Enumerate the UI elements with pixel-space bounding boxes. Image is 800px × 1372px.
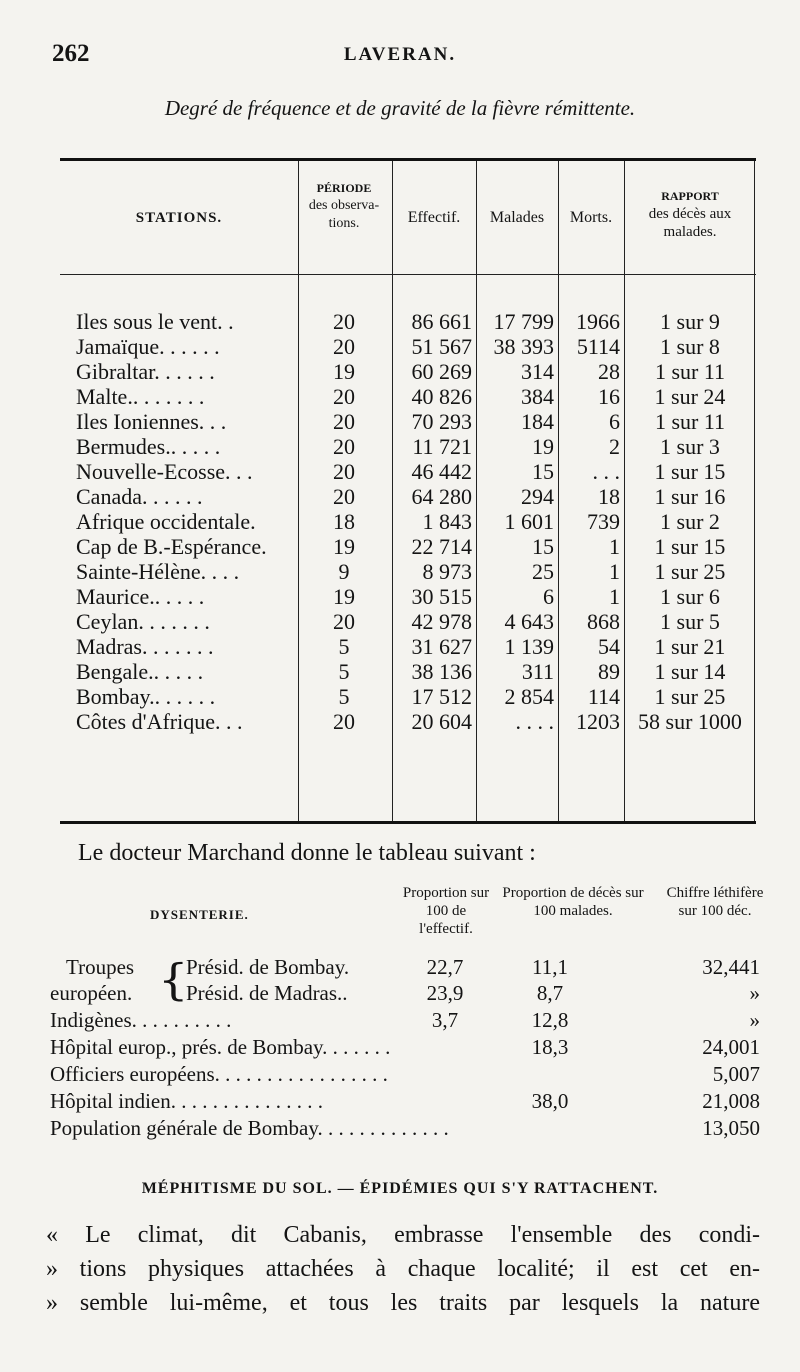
proportion-cell: 3,7 [431,1008,459,1032]
morts-cell: 114 [587,684,620,709]
table-row [60,309,756,334]
table2-header-chiffre: Chiffre léthifère sur 100 déc. [666,885,764,919]
table-row [60,534,756,559]
header-periode-sub: des observa-tions. [308,198,380,231]
table2-row [0,1061,800,1087]
station-name: Nouvelle-Ecosse. . . [76,459,253,484]
effectif-cell: 46 442 [411,459,472,484]
table2-header-dysenterie: DYSENTERIE. [150,907,249,922]
station-name: Madras. . . . . . . [76,634,214,659]
morts-cell: 18 [598,484,620,509]
periode-cell: 18 [333,509,355,534]
station-name: Gibraltar. . . . . . [76,359,215,384]
malades-cell: 311 [521,659,554,684]
table-row [60,709,756,734]
chiffre-cell: 24,001 [702,1035,760,1059]
table1-title: Degré de fréquence et de gravité de la fièvre rémittente. [164,96,636,120]
rapport-cell: 1 sur 8 [660,334,720,359]
malades-cell: 2 854 [504,684,554,709]
periode-cell: 19 [333,359,355,384]
periode-cell: 20 [333,459,355,484]
chiffre-cell: 13,050 [702,1116,760,1140]
header-periode [298,179,390,233]
morts-cell: 1 [609,534,620,559]
brace-glyph: { [158,954,189,1006]
morts-cell: 1203 [576,709,620,734]
row-label: Présid. de Bombay. [186,955,350,979]
malades-cell: 1 601 [504,509,554,534]
group-label-troupes: Troupes [66,955,135,979]
periode-cell: 20 [333,709,355,734]
morts-cell: 89 [598,659,620,684]
effectif-cell: 1 843 [422,509,472,534]
table2-row [0,1115,800,1141]
table-row [60,659,756,684]
header-rapport-sub: des décès aux malades. [648,206,732,240]
proportion-deces-cell: 38,0 [531,1089,569,1113]
proportion-deces-cell: 8,7 [536,981,564,1005]
table-row [60,684,756,709]
rapport-cell: 1 sur 2 [660,509,720,534]
periode-cell: 20 [333,434,355,459]
header-stations: STATIONS. [135,210,223,226]
table-row [60,584,756,609]
proportion-cell: 23,9 [426,981,464,1005]
table2-header-proportion: Proportion sur 100 de l'effectif. [402,885,490,937]
rapport-cell: 1 sur 15 [654,534,726,559]
station-name: Bermudes.. . . . . [76,434,221,459]
row-label: Population générale de Bombay. . . . . . . . . . . . . [50,1116,449,1140]
malades-cell: 1 139 [504,634,554,659]
table-row [60,509,756,534]
malades-cell: 6 [543,584,554,609]
chiffre-cell: » [749,1008,760,1032]
header-rapport-title: RAPPORT [661,189,719,203]
table-row [60,334,756,359]
rapport-cell: 1 sur 11 [654,409,726,434]
table-row [60,459,756,484]
table-body [60,309,756,734]
intro-text: Le docteur Marchand donne le tableau suivant : [78,840,536,866]
table-row [60,559,756,584]
effectif-cell: 8 973 [422,559,472,584]
malades-cell: 4 643 [504,609,554,634]
station-name: Maurice.. . . . . [76,584,205,609]
rapport-cell: 1 sur 3 [660,434,720,459]
periode-cell: 5 [338,659,350,684]
malades-cell: 17 799 [493,309,554,334]
rapport-cell: 1 sur 25 [654,559,726,584]
periode-cell: 20 [333,334,355,359]
malades-cell: 294 [521,484,554,509]
malades-cell: 15 [532,459,554,484]
effectif-cell: 31 627 [411,634,472,659]
morts-cell: 739 [587,509,620,534]
chiffre-cell: 21,008 [702,1089,760,1113]
periode-cell: 20 [333,409,355,434]
proportion-deces-cell: 11,1 [532,955,568,979]
periode-cell: 19 [333,584,355,609]
station-name: Ceylan. . . . . . . [76,609,210,634]
effectif-cell: 60 269 [411,359,472,384]
station-name: Bengale.. . . . . [76,659,204,684]
paragraph [46,1218,760,1320]
periode-cell: 5 [338,684,350,709]
rapport-cell: 1 sur 25 [654,684,726,709]
section-title: MÉPHITISME DU SOL. — ÉPIDÉMIES QUI S'Y RATTACHENT. [141,1180,659,1197]
effectif-cell: 20 604 [411,709,472,734]
page-number: 262 [52,40,90,67]
chiffre-cell: 32,441 [702,955,760,979]
chiffre-cell: » [749,981,760,1005]
proportion-cell: 22,7 [426,955,464,979]
effectif-cell: 22 714 [411,534,472,559]
rapport-cell: 1 sur 14 [654,659,726,684]
morts-cell: 54 [598,634,620,659]
station-name: Sainte-Hélène. . . . [76,559,240,584]
table2-row [0,1088,800,1114]
rapport-cell: 1 sur 16 [654,484,726,509]
effectif-cell: 17 512 [411,684,472,709]
station-name: Malte.. . . . . . . [76,384,205,409]
header-rule [60,274,756,275]
morts-cell: 868 [587,609,620,634]
station-name: Bombay.. . . . . . [76,684,216,709]
effectif-cell: 40 826 [411,384,472,409]
station-name: Jamaïque. . . . . . [76,334,220,359]
paragraph-line: » semble lui-même, et tous les traits par lesquels la nature [46,1290,760,1316]
proportion-deces-cell: 18,3 [531,1035,569,1059]
table2-header-proportion-deces: Proportion de décès sur 100 malades. [502,885,644,919]
rapport-cell: 1 sur 6 [660,584,720,609]
header-rapport [624,187,756,241]
table-row [60,359,756,384]
malades-cell: 314 [521,359,554,384]
morts-cell: 16 [598,384,620,409]
table-row [60,484,756,509]
effectif-cell: 51 567 [411,334,472,359]
malades-cell: 384 [521,384,554,409]
table2-row [0,1007,800,1033]
rapport-cell: 1 sur 15 [654,459,726,484]
morts-cell: 1 [609,584,620,609]
periode-cell: 20 [333,309,355,334]
row-label: Hôpital europ., prés. de Bombay. . . . . . . [50,1035,391,1059]
periode-cell: 9 [338,559,350,584]
fever-table [60,158,756,824]
paragraph-line: « Le climat, dit Cabanis, embrasse l'ensemble des condi- [46,1222,760,1248]
station-name: Côtes d'Afrique. . . [76,709,243,734]
morts-cell: 5114 [576,334,620,359]
periode-cell: 5 [338,634,350,659]
chiffre-cell: 5,007 [712,1062,760,1086]
table-row [60,384,756,409]
malades-cell: 38 393 [493,334,554,359]
table-row [60,634,756,659]
rapport-cell: 1 sur 9 [660,309,720,334]
rapport-cell: 58 sur 1000 [638,709,742,734]
effectif-cell: 42 978 [411,609,472,634]
header-morts: Morts. [569,209,613,226]
paragraph-line: » tions physiques attachées à chaque localité; il est cet en- [46,1256,760,1282]
header-malades: Malades [489,209,545,226]
running-head: LAVERAN. [343,44,457,65]
periode-cell: 20 [333,484,355,509]
table-row [60,409,756,434]
morts-cell: 6 [609,409,620,434]
effectif-cell: 64 280 [411,484,472,509]
row-label: Indigènes. . . . . . . . . . [50,1008,232,1032]
row-label: Officiers européens. . . . . . . . . . . . . . . . . [50,1062,388,1086]
malades-cell: 15 [532,534,554,559]
station-name: Iles Ioniennes. . . [76,409,227,434]
malades-cell: . . . . [515,709,554,734]
rapport-cell: 1 sur 21 [654,634,726,659]
morts-cell: 1966 [576,309,620,334]
malades-cell: 184 [521,409,554,434]
morts-cell: 28 [598,359,620,384]
morts-cell: 2 [609,434,620,459]
effectif-cell: 11 721 [412,434,472,459]
header-effectif: Effectif. [407,209,461,226]
table2-row [0,1034,800,1060]
effectif-cell: 70 293 [411,409,472,434]
proportion-deces-cell: 12,8 [531,1008,569,1032]
station-name: Iles sous le vent. . [76,309,234,334]
row-label: Présid. de Madras.. [186,981,348,1005]
effectif-cell: 30 515 [411,584,472,609]
morts-cell: 1 [609,559,620,584]
group-label-europeen: européen. [50,981,133,1005]
rapport-cell: 1 sur 24 [654,384,726,409]
effectif-cell: 38 136 [411,659,472,684]
station-name: Afrique occidentale. [76,509,256,534]
periode-cell: 19 [333,534,355,559]
header-periode-title: PÉRIODE [316,181,372,195]
table-row [60,609,756,634]
periode-cell: 20 [333,609,355,634]
station-name: Canada. . . . . . [76,484,203,509]
table2-row [0,980,800,1006]
morts-cell: . . . [592,459,620,484]
page-header [52,40,748,80]
rapport-cell: 1 sur 11 [654,359,726,384]
row-label: Hôpital indien. . . . . . . . . . . . . . . [50,1089,323,1113]
station-name: Cap de B.-Espérance. [76,534,267,559]
malades-cell: 25 [532,559,554,584]
table2-row [0,954,800,980]
malades-cell: 19 [532,434,554,459]
periode-cell: 20 [333,384,355,409]
rapport-cell: 1 sur 5 [660,609,720,634]
table-row [60,434,756,459]
effectif-cell: 86 661 [411,309,472,334]
